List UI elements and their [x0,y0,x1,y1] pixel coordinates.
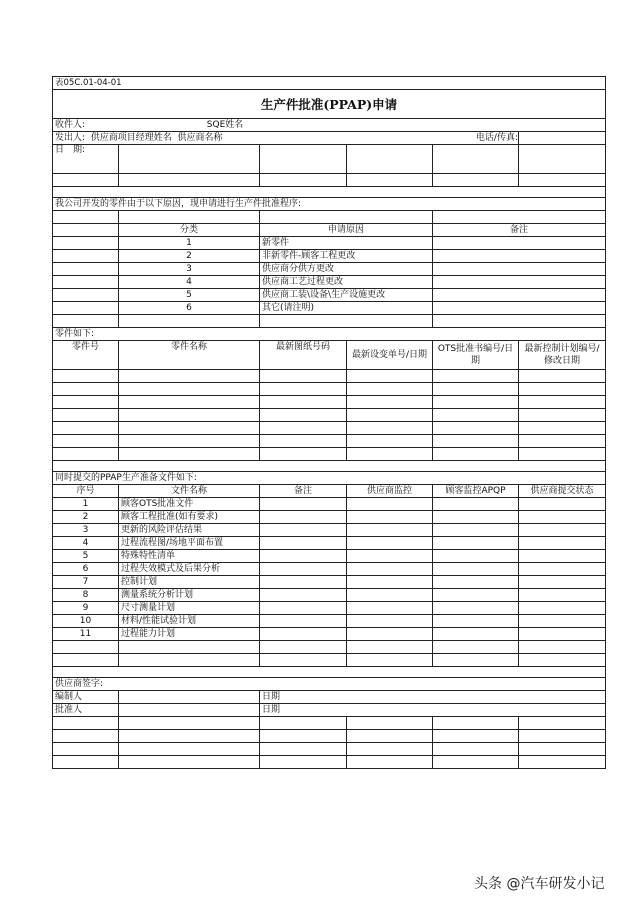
approved-date-label: 日期 [262,704,281,715]
doc-row [53,563,606,576]
parts-row [53,448,606,461]
date-cell-5[interactable] [519,145,606,174]
doc-no: 6 [53,563,119,576]
form-number-row [53,77,606,90]
docs-header-name: 文件名称 [119,485,260,498]
blank-row [53,315,606,328]
docs-header-no: 序号 [53,485,119,498]
reason-row [53,250,606,263]
reason-row [53,289,606,302]
parts-row [53,435,606,448]
reason-no: 3 [119,263,260,276]
parts-header-part-name: 零件名称 [119,341,260,370]
docs-header-submit-status: 供应商提交状态 [519,485,606,498]
phone-field[interactable] [519,132,606,145]
doc-no: 4 [53,537,119,550]
reason-remark[interactable] [433,289,606,302]
doc-no: 10 [53,615,119,628]
doc-name: 材料/性能试验计划 [119,615,260,628]
gap-row [53,461,606,472]
doc-row [53,615,606,628]
sqe-label: SQE姓名 [206,119,244,130]
receiver-label: 收件人: [55,119,86,130]
doc-name: 过程流程图/场地平面布置 [119,537,260,550]
parts-header-ots-no: OTS批准书编号/日期 [433,341,519,370]
parts-row [53,422,606,435]
parts-header-drawing-no: 最新图纸号码 [260,341,347,370]
doc-row [53,589,606,602]
parts-row [53,383,606,396]
sender-field[interactable] [53,132,519,145]
reason-text: 供应商工装\设备\生产设施更改 [260,289,433,302]
date-cell-3[interactable] [347,145,433,174]
form-number: 表05C.01-04-01 [53,77,606,90]
doc-row [53,641,606,654]
reason-text: 供应商工艺过程更改 [260,276,433,289]
doc-row [53,524,606,537]
reason-remark[interactable] [433,276,606,289]
approved-by-field[interactable] [119,704,260,717]
reason-row [53,276,606,289]
approved-by-row [53,704,606,717]
reason-no: 5 [119,289,260,302]
reason-no: 2 [119,250,260,263]
sender-supplier-pm: 供应商项目经理姓名 [90,132,172,143]
reason-row [53,237,606,250]
statement-row [53,198,606,211]
blank-row [53,743,606,756]
reason-remark[interactable] [433,237,606,250]
doc-row [53,628,606,641]
reason-remark[interactable] [433,250,606,263]
parts-label-row [53,328,606,341]
reasons-header-row [53,224,606,237]
watermark: 头条 @汽车研发小记 [474,876,605,892]
parts-row [53,409,606,422]
doc-row [53,537,606,550]
doc-no: 1 [53,498,119,511]
parts-label: 零件如下: [53,328,606,341]
sender-label: 发出人: [55,132,86,143]
sender-row [53,132,606,145]
doc-row [53,511,606,524]
doc-row [53,550,606,563]
receiver-field[interactable] [53,119,606,132]
doc-row [53,498,606,511]
docs-label-row [53,472,606,485]
reason-remark[interactable] [433,263,606,276]
doc-name: 过程能力计划 [119,628,260,641]
doc-no: 2 [53,511,119,524]
docs-header-customer-apqp: 顾客监控APQP [433,485,519,498]
parts-header-part-no: 零件号 [53,341,119,370]
parts-header-change-no: 最新设变单号/日期 [347,341,433,370]
docs-header-supplier-monitor: 供应商监控 [347,485,433,498]
doc-no: 7 [53,576,119,589]
reason-text: 供应商分供方更改 [260,263,433,276]
parts-row [53,370,606,383]
blank-row [53,174,606,187]
reason-row [53,302,606,315]
reason-no: 4 [119,276,260,289]
form-title: 生产件批准(PPAP)申请 [53,90,606,119]
date-label: 日 期: [53,145,119,174]
doc-name: 过程失效模式及后果分析 [119,563,260,576]
signature-label-row [53,678,606,691]
reason-remark[interactable] [433,302,606,315]
doc-row [53,654,606,667]
approved-date-field[interactable] [260,704,606,717]
docs-header-remark: 备注 [260,485,347,498]
doc-no: 5 [53,550,119,563]
doc-name: 顾客工程批准(如有要求) [119,511,260,524]
reasons-header-category: 分类 [119,224,260,237]
date-row [53,145,606,174]
reason-no: 6 [119,302,260,315]
sender-supplier-name: 供应商名称 [177,132,223,143]
doc-no: 11 [53,628,119,641]
approved-by-label: 批准人 [53,704,119,717]
blank-row [53,211,606,224]
reason-text: 新零件 [260,237,433,250]
doc-name: 顾客OTS批准文件 [119,498,260,511]
prepared-date-label: 日期 [262,691,281,702]
doc-name: 尺寸测量计划 [119,602,260,615]
parts-header-control-plan: 最新控制计划编号/修改日期 [519,341,606,370]
prepared-by-field[interactable] [119,691,260,704]
parts-row [53,396,606,409]
statement-text: 我公司开发的零件由于以下原因，现申请进行生产件批准程序: [53,198,606,211]
ppap-form-table [52,76,606,769]
phone-label: 电话/传真: [475,132,518,143]
blank-row [53,756,606,769]
reason-row [53,263,606,276]
parts-header-row [53,341,606,370]
date-cell-1[interactable] [119,145,260,174]
reasons-header-remark: 备注 [433,224,606,237]
prepared-date-field[interactable] [260,691,606,704]
doc-no: 9 [53,602,119,615]
date-cell-4[interactable] [433,145,519,174]
doc-name: 特殊特性清单 [119,550,260,563]
docs-header-row [53,485,606,498]
ppap-form [52,76,605,769]
reason-no: 1 [119,237,260,250]
doc-name: 控制计划 [119,576,260,589]
date-cell-2[interactable] [260,145,347,174]
prepared-by-label: 编制人 [53,691,119,704]
doc-name: 更新的风险评估结果 [119,524,260,537]
reason-text: 其它(请注明) [260,302,433,315]
gap-row [53,187,606,198]
receiver-row [53,119,606,132]
gap-row [53,667,606,678]
doc-name: 测量系统分析计划 [119,589,260,602]
reasons-header-reason: 申请原因 [260,224,433,237]
signature-label: 供应商签字: [53,678,606,691]
prepared-by-row [53,691,606,704]
doc-row [53,576,606,589]
blank-row [53,730,606,743]
doc-no: 8 [53,589,119,602]
blank-row [53,717,606,730]
reason-text: 非新零件-顾客工程更改 [260,250,433,263]
doc-row [53,602,606,615]
title-row [53,90,606,119]
doc-no: 3 [53,524,119,537]
docs-label: 同时提交的PPAP生产准备文件如下: [53,472,606,485]
